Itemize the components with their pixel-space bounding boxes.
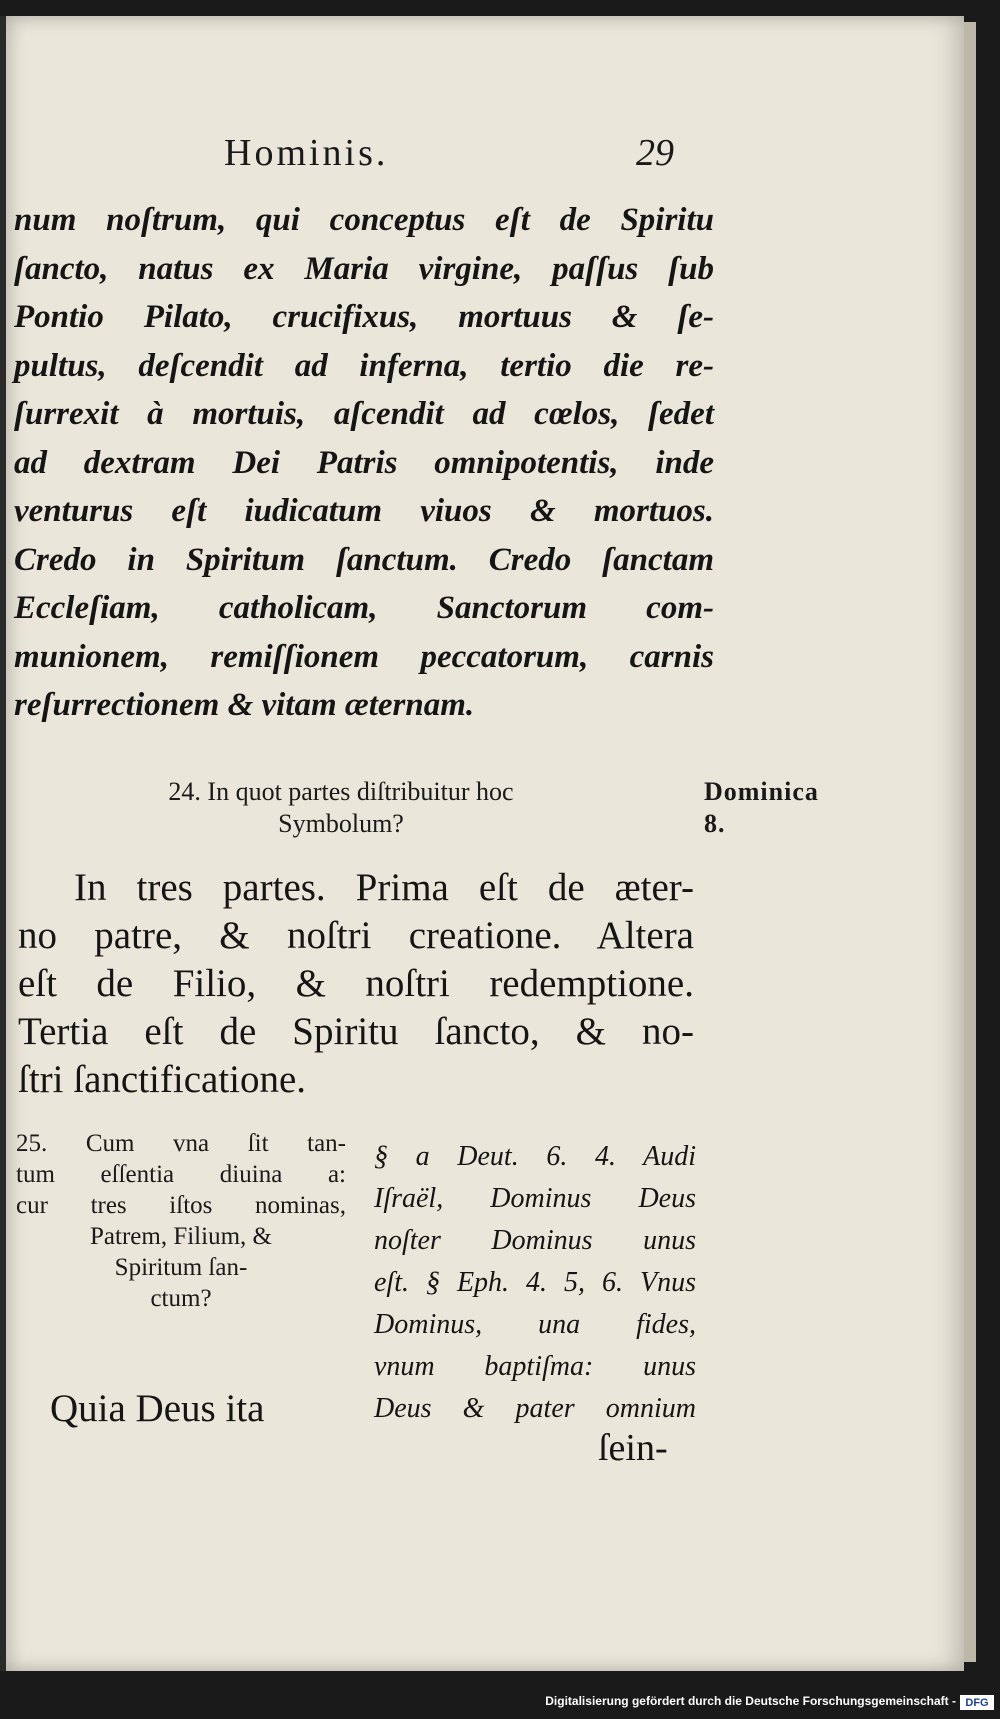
answer-line: Tertia eſt de Spiritu ſancto, & no-: [18, 1010, 694, 1053]
question-line: tum eſſentia diuina a:: [16, 1161, 346, 1188]
footer-credit: Digitalisierung gefördert durch die Deutsche Forschungsgemeinschaft -: [545, 1694, 956, 1708]
marginal-note-line: Dominica: [704, 777, 819, 806]
text-line: reſurrectionem & vitam æternam.: [14, 687, 475, 723]
question-line: 25. Cum vna ſit tan-: [16, 1130, 346, 1157]
question-line: cur tres iſtos nominas,: [16, 1192, 346, 1219]
answer-24: [18, 864, 694, 1104]
digitization-footer: [0, 1694, 1000, 1714]
question-line: Spiritum ſan-: [114, 1254, 248, 1281]
answer-line: eſt de Filio, & noſtri redemptione.: [18, 962, 694, 1005]
text-line: num noſtrum, qui conceptus eſt de Spiritu: [14, 202, 714, 238]
text-line: ad dextram Dei Patris omnipotentis, inde: [14, 444, 714, 481]
page-header: [6, 131, 964, 181]
reference-line: § a Deut. 6. 4. Audi: [374, 1141, 696, 1172]
answer-line: ſtri ſanctificatione.: [18, 1058, 307, 1101]
reference-line: noſter Dominus unus: [374, 1225, 696, 1256]
question-25: [16, 1128, 346, 1314]
text-line: ſurrexit à mortuis, aſcendit ad cœlos, ſedet: [14, 396, 714, 432]
text-line: Eccleſiam, catholicam, Sanctorum com-: [14, 590, 714, 626]
answer-line: no patre, & noſtri creatione. Altera: [18, 914, 694, 957]
answer-line: In tres partes. Prima eſt de æter-: [74, 866, 694, 909]
page-number: 29: [636, 132, 674, 174]
question-24: [36, 776, 646, 840]
running-head: Hominis.: [224, 132, 389, 174]
question-line: Symbolum?: [278, 809, 404, 838]
book-page: [6, 16, 964, 1671]
question-line: 24. In quot partes diſtribuitur hoc: [168, 777, 514, 806]
answer-25: Quia Deus ita: [50, 1387, 265, 1430]
scripture-references: [374, 1136, 696, 1430]
reference-line: Deus & pater omnium: [374, 1393, 696, 1424]
text-line: ſancto, natus ex Maria virgine, paſſus ſub: [14, 250, 714, 287]
question-line: Patrem, Filium, &: [90, 1223, 272, 1250]
marginal-note: [704, 776, 854, 840]
question-line: ctum?: [150, 1285, 212, 1312]
catchword: ſein-: [598, 1427, 668, 1469]
text-line: Pontio Pilato, crucifixus, mortuus & ſe-: [14, 299, 714, 335]
creed-text: [14, 196, 714, 730]
text-line: venturus eſt iudicatum viuos & mortuos.: [14, 493, 714, 529]
reference-line: Dominus, una fides,: [374, 1309, 696, 1340]
dfg-logo: DFG: [960, 1695, 994, 1710]
marginal-note-line: 8.: [704, 809, 726, 838]
text-line: pultus, deſcendit ad inferna, tertio die re-: [14, 347, 714, 384]
page-edge: [964, 22, 976, 1662]
text-line: munionem, remiſſionem peccatorum, carnis: [14, 638, 714, 675]
reference-line: Iſraël, Dominus Deus: [374, 1183, 696, 1214]
text-line: Credo in Spiritum ſanctum. Credo ſanctam: [14, 541, 714, 578]
reference-line: eſt. § Eph. 4. 5, 6. Vnus: [374, 1267, 696, 1298]
reference-line: vnum baptiſma: unus: [374, 1351, 696, 1382]
